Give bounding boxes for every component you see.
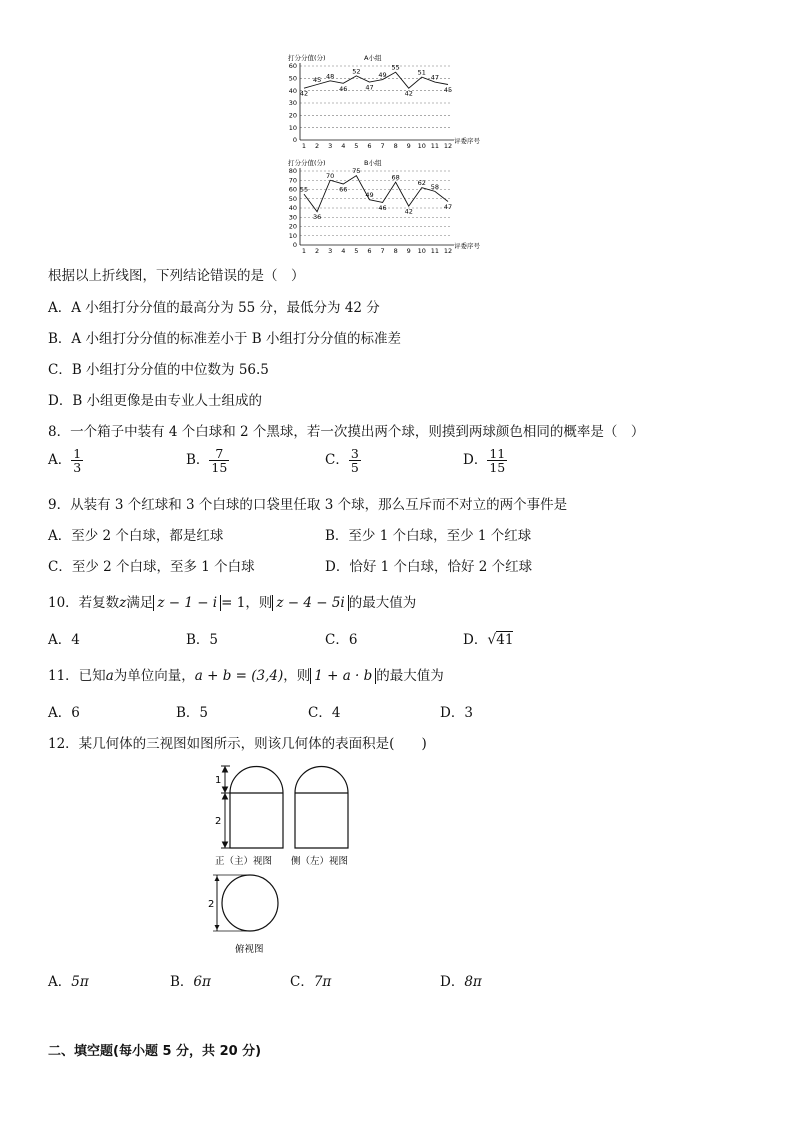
chart-b-data-label: 62 — [417, 179, 426, 188]
chart-a-ytick: 60 — [288, 62, 297, 71]
chart-a-data-label: 52 — [352, 67, 361, 76]
chart-b-xtick: 8 — [393, 247, 398, 254]
q7-option-d: D．B 小组更像是由专业人士组成的 — [48, 393, 263, 409]
chart-a-xlabel: 评委序号 — [454, 137, 480, 145]
q11-option-c: C．4 — [308, 705, 341, 721]
q7-option-c: C．B 小组打分分值的中位数为 56.5 — [48, 362, 269, 378]
front-view-label: 正（主）视图 — [215, 856, 273, 867]
chart-b-ytick: 80 — [288, 167, 297, 176]
chart-b-title: B小组 — [364, 159, 382, 167]
chart-b-xtick: 3 — [328, 247, 333, 254]
q7-option-a: A．A 小组打分分值的最高分为 55 分，最低分为 42 分 — [48, 300, 380, 316]
chart-b-xtick: 4 — [341, 247, 346, 254]
chart-a-xtick: 6 — [367, 142, 372, 150]
chart-b-ytick: 0 — [292, 241, 297, 250]
chart-a-xtick: 9 — [406, 142, 411, 150]
chart-b-ytick: 10 — [288, 231, 297, 240]
chart-b-data-label: 55 — [299, 185, 309, 194]
q12-stem: 12．某几何体的三视图如图所示，则该几何体的表面积是( ) — [48, 736, 427, 752]
q12-option-d: D．8π — [440, 974, 482, 990]
q8-option-b: B． $\frac{7}{15}$ — [186, 446, 228, 476]
chart-a-data-label: 42 — [299, 89, 309, 98]
chart-b-xtick: 2 — [315, 247, 320, 254]
chart-a-xtick: 1 — [301, 142, 307, 150]
q9-stem: 9．从装有 3 个红球和 3 个白球的口袋里任取 3 个球，那么互斥而不对立的两个事件是 — [48, 497, 568, 513]
three-view-diagram — [205, 760, 365, 960]
line-charts — [280, 46, 500, 254]
chart-b-xtick: 1 — [301, 247, 307, 254]
chart-a-title: A小组 — [364, 54, 382, 62]
section-2-heading: 二、填空题(每小题 5 分，共 20 分) — [48, 1044, 262, 1059]
chart-b-xtick: 7 — [380, 247, 385, 254]
chart-a-xtick: 8 — [393, 142, 398, 150]
chart-b-data-label: 58 — [430, 182, 440, 191]
q10-option-d: D．√41 — [463, 632, 514, 648]
chart-b-ytick: 30 — [288, 213, 297, 222]
q7-stem: 根据以上折线图，下列结论错误的是（ ） — [48, 268, 305, 284]
q10-option-b: B．5 — [186, 632, 219, 648]
chart-b-data-label: 68 — [391, 173, 400, 182]
chart-a-ylabel: 打分分值(分) — [288, 54, 326, 62]
chart-a-data-label: 42 — [404, 89, 413, 98]
dim-top-label: 2 — [208, 899, 215, 910]
q11-stem: 11．已知a为单位向量，a + b = (3,4)，则 1 + a · b 的最大值为 — [48, 668, 444, 684]
chart-b-data-label: 49 — [365, 191, 374, 200]
chart-a-ytick: 50 — [288, 74, 297, 83]
chart-b-ytick: 40 — [288, 204, 297, 213]
chart-a-ytick: 0 — [292, 136, 297, 145]
q7-option-b: B．A 小组打分分值的标准差小于 B 小组打分分值的标准差 — [48, 331, 401, 347]
q9-option-a: A．至少 2 个白球，都是红球 — [48, 528, 224, 544]
top-view-label: 俯视图 — [235, 944, 264, 955]
chart-b-ytick: 70 — [288, 176, 297, 185]
q8-option-c: C． $\frac{3}{5}$ — [325, 446, 359, 476]
dim-1-label: 1 — [215, 775, 222, 786]
chart-b-data-label: 66 — [339, 185, 348, 194]
chart-a-ytick: 30 — [288, 99, 297, 108]
dim-2-label: 2 — [215, 816, 222, 827]
chart-a-data-label: 55 — [391, 63, 400, 72]
chart-a-ytick: 10 — [288, 123, 297, 132]
chart-b-xtick: 10 — [417, 247, 426, 254]
q11-option-d: D．3 — [440, 705, 473, 721]
q10-option-a: A．4 — [48, 632, 80, 648]
q12-option-b: B．6π — [170, 974, 211, 990]
q11-option-b: B．5 — [176, 705, 209, 721]
q11-option-a: A．6 — [48, 705, 80, 721]
chart-b-xtick: 11 — [430, 247, 440, 254]
chart-a-data-label: 49 — [378, 71, 387, 80]
q10-option-c: C．6 — [325, 632, 358, 648]
dimension-lines — [221, 766, 230, 848]
chart-a-xtick: 4 — [341, 142, 346, 150]
chart-b-data-label: 36 — [312, 213, 322, 222]
q9-option-b: B．至少 1 个白球，至少 1 个红球 — [325, 528, 532, 544]
chart-a-xtick: 10 — [417, 142, 426, 150]
q10-stem: 10．若复数z满足 z − 1 − i = 1，则 z − 4 − 5i 的最大值为 — [48, 595, 417, 611]
chart-b-xtick: 9 — [406, 247, 411, 254]
q8-option-d: D． $\frac{11}{15}$ — [463, 446, 506, 476]
q12-option-c: C．7π — [290, 974, 332, 990]
chart-a-data-label: 46 — [339, 84, 348, 93]
chart-a-data-label: 48 — [326, 72, 335, 81]
chart-a-xtick: 7 — [380, 142, 385, 150]
chart-a-xtick: 12 — [443, 142, 453, 150]
chart-b-ytick: 60 — [288, 185, 297, 194]
chart-a-data-label: 51 — [417, 68, 426, 77]
front-view — [230, 767, 283, 849]
chart-b-data-label: 75 — [352, 167, 361, 176]
top-view — [213, 875, 278, 931]
chart-a — [288, 53, 481, 150]
q8-stem: 8．一个箱子中装有 4 个白球和 2 个黑球，若一次摸出两个球，则摸到两球颜色相同的概率是（ ） — [48, 424, 645, 440]
chart-b-data-label: 47 — [443, 203, 453, 212]
chart-a-xtick: 5 — [354, 142, 359, 150]
side-view — [295, 767, 348, 849]
chart-a-data-label: 47 — [430, 73, 440, 82]
chart-b-ytick: 20 — [288, 222, 297, 231]
chart-a-xtick: 3 — [328, 142, 333, 150]
chart-a-data-label: 45 — [443, 86, 453, 94]
q9-option-c: C．至少 2 个白球，至多 1 个白球 — [48, 559, 255, 575]
chart-b-ytick: 50 — [288, 194, 297, 203]
q8-option-a: A． $\frac{1}{3}$ — [48, 446, 82, 476]
chart-b — [288, 158, 481, 254]
side-view-label: 侧（左）视图 — [291, 856, 349, 867]
chart-b-xtick: 5 — [354, 247, 359, 254]
chart-b-ylabel: 打分分值(分) — [288, 159, 326, 167]
chart-b-xlabel: 评委序号 — [454, 242, 480, 250]
chart-a-xtick: 11 — [430, 142, 440, 150]
q9-option-d: D．恰好 1 个白球，恰好 2 个红球 — [325, 559, 533, 575]
chart-b-xtick: 12 — [443, 247, 453, 254]
chart-a-data-label: 45 — [312, 76, 322, 84]
chart-a-ytick: 40 — [288, 86, 297, 95]
chart-a-data-label: 47 — [365, 83, 374, 92]
chart-b-data-label: 46 — [378, 203, 387, 212]
chart-b-xtick: 6 — [367, 247, 372, 254]
chart-a-ytick: 20 — [288, 111, 297, 120]
chart-b-data-label: 42 — [404, 207, 413, 216]
q12-option-a: A．5π — [48, 974, 89, 990]
chart-b-data-label: 70 — [326, 171, 335, 180]
chart-a-xtick: 2 — [315, 142, 320, 150]
